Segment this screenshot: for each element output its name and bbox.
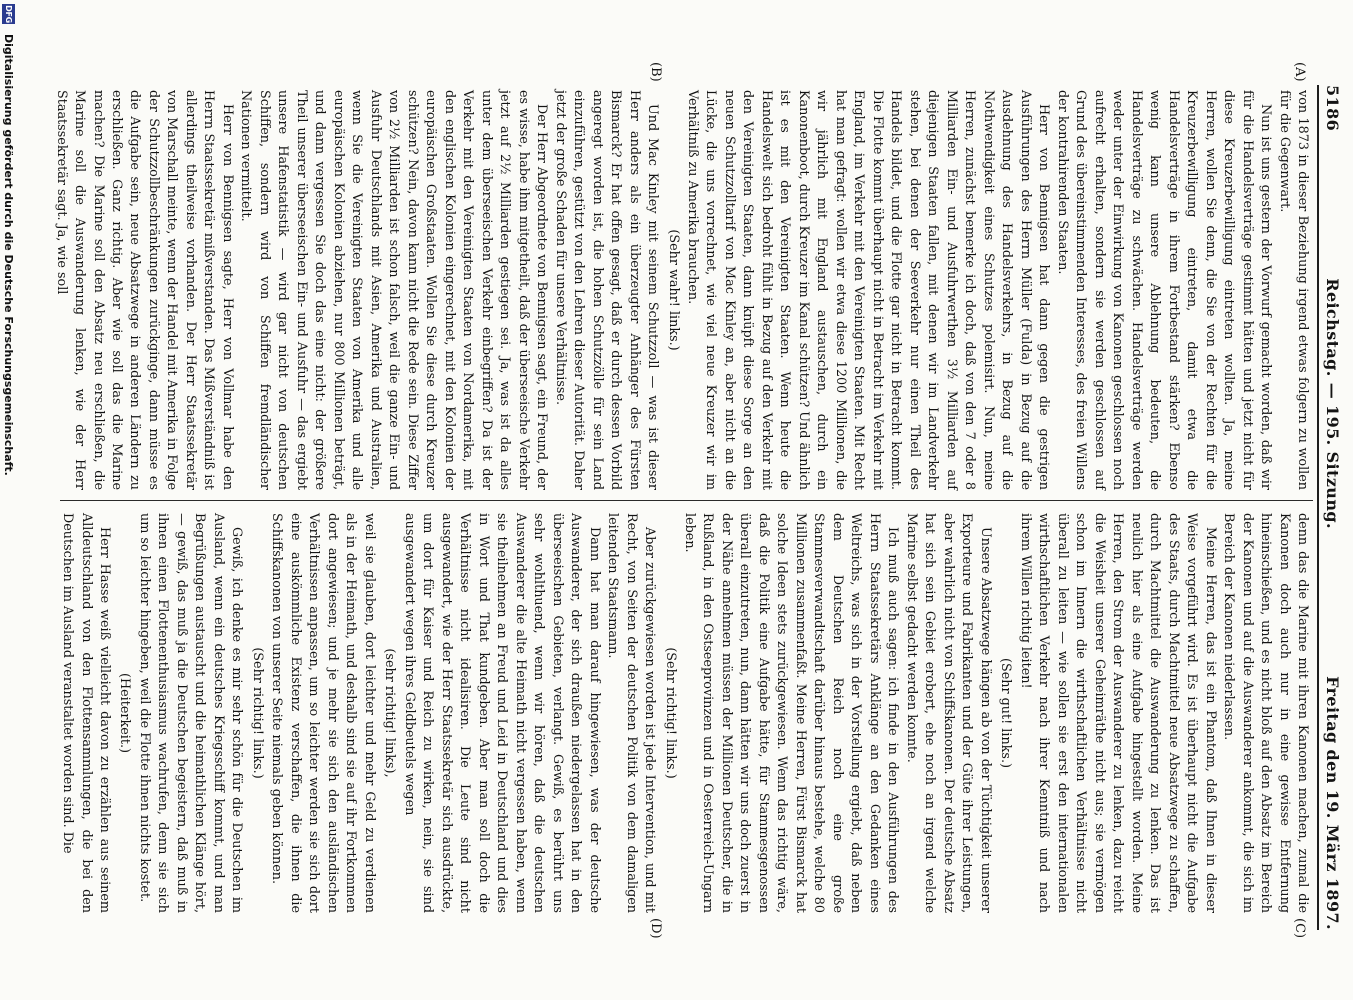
paragraph: von 1873 in dieser Beziehung irgend etwas folgern zu wollen für die Gegenwart. — [1276, 90, 1310, 490]
paragraph: Meine Herren, das ist ein Phantom, daß Ihnen in dieser Weise vorgeführt wird. Es ist überhaupt nicht die Aufgabe des Staats, durch Machtmittel neue Absatzwege zu schaffen, durch Machtmittel die Auswanderung zu lenken. Das ist neulich hier als eine Aufgabe hingestellt worden. Meine Herren, den Strom der Auswanderer zu lenken, dazu reicht die Weisheit unserer Geheimräthe nicht aus; sie vermögen schon im Innern die wirthschaftlichen Verhältnisse nicht überall zu leiten — wie sollen sie erst den internationalen wirthschaftlichen Verkehr nach ihrer Kenntniß und nach ihrem Willen richtig leiten! — [1017, 513, 1218, 913]
margin-marker-b: (B) — [648, 62, 663, 82]
paragraph: Gewiß, ich denke es mir sehr schön für die Deutschen im Ausland, wenn ein deutsches Kriegsschiff kommt, und man Begrüßungen austauscht und die heimathlichen Klänge hört, — gewiß, das muß ja die Deutschen begeistern, daß muß in ihnen einen Flottenenthusiasmus wachrufen, denn sie sich um so leichter hingeben, weil die Flotte ihnen nichts kostet. — [136, 513, 245, 913]
paragraph: Unsere Absatzwege hängen ab von der Tüchtigkeit unserer Exporteure und Fabrikanten und der Güte ihrer Leistungen, aber wahrlich nicht von Schiffskanonen. Der deutsche Absatz hat sich sein Gebiet erobert, ehe noch an irgend welche Marine selbst gedacht werden konnte. — [903, 513, 993, 913]
interjection: (sehr richtig! links), — [382, 648, 398, 778]
margin-marker-a: (A) — [1292, 62, 1307, 82]
margin-marker-c: (C) — [1292, 918, 1307, 939]
paragraph: Nun ist uns gestern der Vorwurf gemacht worden, daß wir für die Handelsverträge gestimmt hätten und jetzt nicht für diese Kreuzerbewilligung eintreten wollten. Ja, meine Herren, wollen Sie denn, die Sie von der Rechten für die Kreuzerbewilligung eintreten, damit etwa die Handelsverträge in ihrem Fortbestand stärken? Ebenso wenig kann unsere Ablehnung bedeuten, die Handelsverträge zu schwächen. Handelsverträge werden weder unter der Einwirkung von Kanonen geschlossen noch aufrecht erhalten, sondern sie werden geschlossen auf Grund des übereinstimmenden Interesses, des freien Willens der kontrahirenden Staaten. — [1054, 90, 1274, 490]
session-title: Reichstag. — 195. Sitzung. — [1323, 278, 1342, 529]
header-rule — [1317, 85, 1319, 930]
page-header — [1323, 85, 1345, 930]
session-date: Freitag den 19. März 1897. — [1323, 676, 1342, 930]
interjection: (Sehr wahr! links.) — [665, 229, 681, 351]
paragraph: Ich muß auch sagen: ich finde in den Ausführungen des Herrn Staatssekretärs Anklänge an den Gedanken eines Weltreichs, was sich in der Vorstellung ergiebt, daß neben dem Deutschen Reich noch eine große Stammesverwandtschaft darüber hinaus bestehe, welche 80 Millionen zusammenfaßt. Meine Herren, Fürst Bismarck hat solche Ideen stets zurückgewiesen. Wenn das richtig wäre, daß die Politik eine Aufgabe hätte, für Stammesgenossen überall einzutreten, nun, dann hätten wir uns doch zuerst in der Nähe annehmen müssen der Millionen Deutscher, die in Rußland, in den Ostseeprovinzen und in Oesterreich-Ungarn leben. — [682, 513, 901, 913]
paragraph: Aber zurückgewiesen worden ist jede Intervention, und mit Recht, von Seiten der deutschen Politik von dem damaligen leitenden Staatsmann. — [605, 513, 658, 913]
interjection: (Sehr richtig! links.) — [662, 647, 678, 779]
paragraph: Der Herr Abgeordnete von Bennigsen sagt, ein Freund, der es wisse, habe ihm mitgetheilt, daß der überseeische Verkehr jetzt auf 2½ Milliarden gestiegen sei. Ja, was ist da alles unter dem überseeischen Verkehr einbegriffen? Da ist der Verkehr mit den Vereinigten Staaten von Nordamerika, mit den englischen Kolonien eingerechnet, mit den Kolonien der europäischen Großstaaten. Wollen Sie diese durch Kreuzer schützen? Nein, davon kann nicht die Rede sein. Diese Ziffer von 2½ Milliarden ist schon falsch, weil die ganze Ein- und Ausfuhr Deutschlands mit Asien, Amerika und Australien, wenn Sie die Vereinigten Staaten von Amerika und alle europäischen Kolonien abziehen, nur 800 Millionen beträgt, und dann vergessen Sie doch das eine nicht: der größere Theil unserer überseeischen Ein- und Ausfuhr — das ergiebt unsere Hafenstatistik — wird gar nicht von deutschen Schiffen, sondern wird von Schiffen fremdländischer Nationen vermittelt. — [238, 90, 550, 490]
interjection: (Heiterkeit.) — [117, 673, 133, 753]
column-divider — [60, 500, 1313, 501]
paragraph: Herr von Bennigsen hat dann gegen die gestrigen Ausführungen des Herrn Müller (Fulda) in Bezug auf die Ausdehnung des Handelsverkehrs, in Bezug auf die Nothwendigkeit eines Schutzes polemisirt. Nun, meine Herren, zunächst bemerke ich doch, daß von den 7 oder 8 Milliarden Ein- und Ausfuhrwerthen 3½ Milliarden auf diejenigen Staaten fallen, mit denen wir im Landverkehr stehen, bei denen der Seeverkehr nur einen Theil des Handels bildet, und die Flotte gar nicht in Betracht kommt. Die Flotte kommt überhaupt nicht in Betracht im Verkehr mit England, im Verkehr mit den Vereinigten Staaten. Mit Recht hat man gefragt: wollen wir etwa diese 1200 Millionen, die wir jährlich mit England austauschen, durch ein Kanonenboot, durch Kreuzer im Kanal schützen? Und ähnlich ist es mit den Vereinigten Staaten. Wenn heute die Handelswelt sich bedroht fühlt in Bezug auf den Verkehr mit den Vereinigten Staaten, dann knüpft diese Sorge an den neuen Schutzzolltarif von Mac Kinley an, aber nicht an die Lücke, die uns vorrechnet, wie viel neue Kreuzer wir im Verhältniß zu Amerika brauchen. — [685, 90, 1052, 490]
paragraph: Dann hat man darauf hingewiesen, was der deutsche Auswanderer, der sich draußen niedergelassen hat in den überseeischen Gebieten, verlangt. Gewiß, es berührt uns sehr wohlthuend, wenn wir hören, daß die deutschen Auswanderer die alte Heimath nicht vergessen haben, wenn sie theilnehmen an Freud und Leid in Deutschland und dies in Wort und That kundgeben. Aber man soll doch die Verhältnisse nicht idealisiren. Die Leute sind nicht ausgewandert, wie der Herr Staatssekretär sich ausdrückte, um dort für Kaiser und Reich zu wirken, nein, sie sind ausgewandert wegen ihres Geldbeutels wegen — [401, 513, 602, 913]
paragraph: denn das die Marine mit ihren Kanonen machen, zumal die Kanonen doch auch nur in eine gewisse Entfernung hineinschießen, und es nicht bloß auf den Absatz im Bereich der Kanonen und auf die Auswanderer ankommt, die sich im Bereich der Kanonen niederlassen. — [1221, 513, 1310, 913]
page-number: 5186 — [1323, 85, 1342, 132]
margin-marker-d: (D) — [648, 918, 663, 939]
paragraph: Und Mac Kinley mit seinem Schutzzoll — was ist dieser Herr anders als ein überzeugter Anhänger des Fürsten Bismarck? Er hat offen gesagt, daß er durch dessen Vorbild angeregt worden ist, die hohen Schutzzölle für sein Land einzuführen, gestützt von den Lehren dieser Autorität. Daher jetzt der große Schaden für unsere Verhältnisse. — [552, 90, 661, 490]
digitization-credit: Digitalisierung gefördert durch die Deutsche Forschungsgemeinschaft. — [2, 34, 15, 476]
paragraph: weil sie glauben, dort leichter und mehr Geld zu verdienen als in der Heimath, und deshalb sind sie auf ihr Fortkommen dort angewiesen; und je mehr sie sich den ausländischen Verhältnissen anpassen, um so leichter werden sie sich dort eine auskömmliche Existenz verschaffen, die ihnen die Schiffskanonen von unserer Seite niemals geben können. — [269, 513, 377, 913]
dfg-logo-icon: DFG — [4, 5, 13, 23]
paragraph: Herr Hasse weiß vielleicht davon zu erzählen aus seinem Alldeutschland von den Flottensammlungen, die bei den Deutschen im Ausland veranstaltet worden sind. Die — [60, 513, 112, 913]
right-column — [58, 513, 1311, 913]
digitization-note — [0, 0, 17, 1000]
left-column — [51, 90, 1311, 490]
paragraph: Herr von Bennigsen sagte, Herr von Vollmar habe den Herrn Staatssekretär mißverstanden. Das Mißverständniß ist allerdings theilweise vorhanden. Der Herr Staatssekretär von Marschall meinte, wenn der Handel mit Amerika in Folge der Schutzzollbeschränkungen zurückginge, dann müsse es die Aufgabe sein, neue Absatzwege in anderen Ländern zu erschließen. Ganz richtig. Aber wie soll das die Marine machen? Die Marine soll den Absatz neu erschließen, die Marine soll die Auswanderung lenken, wie der Herr Staatssekretär sagt. Ja, wie soll — [53, 90, 235, 490]
interjection: (Sehr richtig! links.) — [249, 647, 265, 779]
interjection: (Sehr gut! links.) — [998, 658, 1014, 768]
